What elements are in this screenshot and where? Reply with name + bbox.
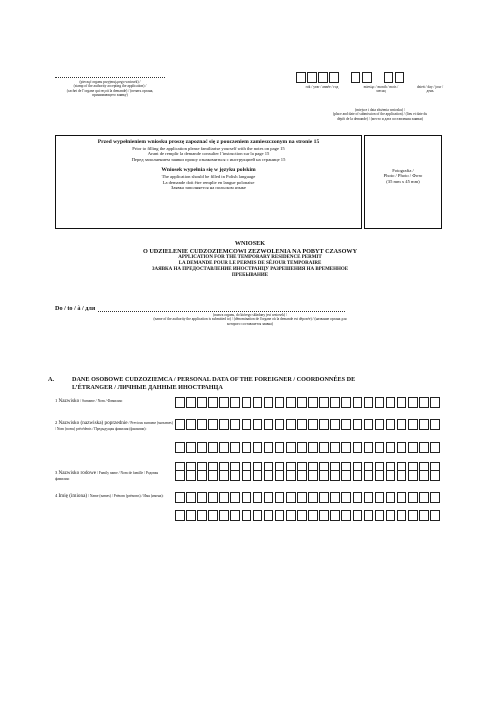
letter-box[interactable] <box>175 492 185 503</box>
letter-box[interactable] <box>430 397 440 408</box>
date-label-month: miesiąc / month / mois / месяц <box>363 85 399 94</box>
letter-box[interactable] <box>397 419 407 430</box>
stamp-caption <box>40 80 180 98</box>
letter-box[interactable] <box>208 470 218 481</box>
instruction-en: Prior to filling the application please familiarise yourself with the notes on page 15 <box>132 146 285 151</box>
addressee-row <box>55 305 345 312</box>
letter-box[interactable] <box>319 419 329 430</box>
field-surname-label <box>55 398 175 404</box>
letter-box[interactable] <box>264 510 274 521</box>
letter-box[interactable] <box>275 442 285 453</box>
letter-box[interactable] <box>408 397 418 408</box>
letter-box[interactable] <box>219 470 229 481</box>
letter-box[interactable] <box>197 397 207 408</box>
letter-box[interactable] <box>297 470 307 481</box>
surname-cells[interactable] <box>175 397 441 408</box>
letter-box[interactable] <box>219 492 229 503</box>
letter-box[interactable] <box>386 510 396 521</box>
field-label-main: Nazwisko rodowe <box>58 470 97 476</box>
letter-box[interactable] <box>397 442 407 453</box>
letter-box[interactable] <box>253 397 263 408</box>
letter-box[interactable] <box>230 419 240 430</box>
letter-box[interactable] <box>219 442 229 453</box>
stamp-caption-line: (cachet de l’organe qui reçoit la demande) / (печать органа, <box>66 88 154 93</box>
field-label-rest: / Name (names) / Prénom (prénoms) / Имя (имена): <box>87 494 164 498</box>
photo-label-translations: Photo / Photo / Фото <box>383 173 423 179</box>
letter-box[interactable] <box>353 492 363 503</box>
title-english: APPLICATION FOR THE TEMPORARY RESIDENCE PERMIT <box>178 255 322 261</box>
letter-box[interactable] <box>419 397 429 408</box>
letter-box[interactable] <box>186 419 196 430</box>
date-digit-box[interactable] <box>318 72 328 83</box>
letter-box[interactable] <box>175 470 185 481</box>
instruction-ru: Перед заполнением заявки прошу ознакомиться с инструкцией на странице 15 <box>131 156 286 162</box>
first-name-cells-2[interactable] <box>175 510 441 521</box>
date-digit-box[interactable] <box>329 72 339 83</box>
letter-box[interactable] <box>186 510 196 521</box>
letter-box[interactable] <box>286 442 296 453</box>
letter-box[interactable] <box>375 492 385 503</box>
title-russian: ЗАЯВКА НА ПРЕДОСТАВЛЕНИЕ ИНОСТРАНЦУ РАЗРЕШЕНИЯ НА ВРЕМЕННОЕ <box>151 267 349 273</box>
letter-box[interactable] <box>219 419 229 430</box>
title-french: LA DEMANDE POUR LE PERMIS DE SÉJOUR TEMPORAIRE <box>178 261 322 267</box>
letter-box[interactable] <box>208 442 218 453</box>
letter-box[interactable] <box>186 442 196 453</box>
addressee-input[interactable] <box>98 306 345 312</box>
previous-surname-cells-2[interactable] <box>175 442 441 453</box>
letter-box[interactable] <box>386 397 396 408</box>
letter-box[interactable] <box>341 419 351 430</box>
addressee-label: Do / to / à / для <box>55 305 96 312</box>
letter-box[interactable] <box>208 397 218 408</box>
letter-box[interactable] <box>419 470 429 481</box>
letter-box[interactable] <box>330 419 340 430</box>
letter-box[interactable] <box>430 470 440 481</box>
letter-box[interactable] <box>208 492 218 503</box>
letter-box[interactable] <box>430 492 440 503</box>
field-label-rest: / Previous surname (surnames) / Nom (noms) précédents / Предыдущая фамилия (фамилии): <box>55 421 173 432</box>
letter-box[interactable] <box>242 510 252 521</box>
letter-box[interactable] <box>297 419 307 430</box>
previous-surname-cells-1[interactable] <box>175 419 441 430</box>
letter-box[interactable] <box>419 510 429 521</box>
field-label-main: Imię (imiona) <box>58 493 88 499</box>
letter-box[interactable] <box>353 397 363 408</box>
letter-box[interactable] <box>197 492 207 503</box>
section-a-title-line: L’ÉTRANGER / ЛИЧНЫЕ ДАННЫЕ ИНОСТРАНЦА <box>72 383 223 391</box>
letter-box[interactable] <box>430 510 440 521</box>
letter-box[interactable] <box>275 492 285 503</box>
photo-size: (35 mm x 45 mm) <box>386 178 420 184</box>
field-number: 1 <box>55 398 58 403</box>
letter-box[interactable] <box>364 397 374 408</box>
letter-box[interactable] <box>397 492 407 503</box>
photo-box[interactable] <box>364 135 442 229</box>
letter-box[interactable] <box>230 442 240 453</box>
family-name-cells[interactable] <box>175 470 441 481</box>
letter-box[interactable] <box>242 442 252 453</box>
language-ru: Заявка заполняется на польском языке <box>171 185 246 191</box>
letter-box[interactable] <box>264 397 274 408</box>
letter-box[interactable] <box>386 442 396 453</box>
letter-box[interactable] <box>286 470 296 481</box>
letter-box[interactable] <box>186 492 196 503</box>
letter-box[interactable] <box>419 492 429 503</box>
letter-box[interactable] <box>230 510 240 521</box>
letter-box[interactable] <box>275 397 285 408</box>
letter-box[interactable] <box>397 470 407 481</box>
field-previous-surname-label <box>55 420 173 432</box>
letter-box[interactable] <box>286 419 296 430</box>
letter-box[interactable] <box>364 419 374 430</box>
date-digit-box[interactable] <box>307 72 317 83</box>
letter-box[interactable] <box>253 442 263 453</box>
letter-box[interactable] <box>430 442 440 453</box>
letter-box[interactable] <box>330 397 340 408</box>
section-a-letter: A. <box>48 376 55 383</box>
letter-box[interactable] <box>408 510 418 521</box>
letter-box[interactable] <box>175 419 185 430</box>
instruction-fr: Avant de remplir la demande consulter l’instruction sur la page 15 <box>147 151 270 157</box>
letter-box[interactable] <box>219 510 229 521</box>
letter-box[interactable] <box>242 470 252 481</box>
letter-box[interactable] <box>341 442 351 453</box>
letter-box[interactable] <box>330 492 340 503</box>
letter-box[interactable] <box>197 442 207 453</box>
place-caption-line: (miejsce i data złożenia wniosku) / <box>355 108 405 112</box>
language-fr: La demande doit être remplie en langue polonaise <box>162 179 255 185</box>
stamp-line <box>55 77 165 78</box>
place-caption-line: dépôt de la demande) / (место и дата составления заявки) <box>337 116 423 121</box>
letter-box[interactable] <box>386 419 396 430</box>
letter-box[interactable] <box>375 419 385 430</box>
date-digit-box[interactable] <box>384 72 394 83</box>
first-name-cells-1[interactable] <box>175 492 441 503</box>
date-digit-box[interactable] <box>296 72 306 83</box>
letter-box[interactable] <box>208 419 218 430</box>
letter-box[interactable] <box>253 492 263 503</box>
title-wniosek: WNIOSEK <box>234 240 266 247</box>
addressee-caption-line: которого составляется заявка) <box>227 321 273 326</box>
letter-box[interactable] <box>353 470 363 481</box>
addressee-caption-line: (nazwa organu, do którego składany jest wniosek) / <box>213 313 287 317</box>
letter-box[interactable] <box>397 397 407 408</box>
date-input-group[interactable] <box>296 72 406 83</box>
letter-box[interactable] <box>308 492 318 503</box>
letter-box[interactable] <box>275 510 285 521</box>
date-label-year: rok / year / année / год <box>305 85 339 89</box>
form-title <box>40 240 460 279</box>
date-digit-box[interactable] <box>351 72 361 83</box>
language-en: The application should be filled in Polish language <box>161 174 256 180</box>
letter-box[interactable] <box>286 397 296 408</box>
letter-box[interactable] <box>408 470 418 481</box>
letter-box[interactable] <box>230 470 240 481</box>
letter-box[interactable] <box>275 419 285 430</box>
stamp-caption-line: принимающего заявку) <box>92 93 128 98</box>
letter-box[interactable] <box>430 419 440 430</box>
date-digit-box[interactable] <box>395 72 405 83</box>
title-polish: O UDZIELENIE CUDZOZIEMCOWI ZEZWOLENIA NA POBYT CZASOWY <box>142 247 358 255</box>
letter-box[interactable] <box>297 510 307 521</box>
letter-box[interactable] <box>253 419 263 430</box>
letter-box[interactable] <box>275 470 285 481</box>
letter-box[interactable] <box>242 419 252 430</box>
letter-box[interactable] <box>341 510 351 521</box>
letter-box[interactable] <box>353 419 363 430</box>
letter-box[interactable] <box>297 397 307 408</box>
letter-box[interactable] <box>408 492 418 503</box>
letter-box[interactable] <box>319 492 329 503</box>
letter-box[interactable] <box>364 442 374 453</box>
title-russian-cont: ПРЕБЫВАНИЕ <box>231 273 269 279</box>
instruction-pl: Przed wypełnieniem wniosku proszę zapoznać się z pouczeniem zamieszczonym na stronie 15 <box>97 139 320 145</box>
stamp-caption-line: (stamp of the authority accepting the application) / <box>73 84 147 89</box>
letter-box[interactable] <box>408 419 418 430</box>
letter-box[interactable] <box>175 442 185 453</box>
letter-box[interactable] <box>375 470 385 481</box>
letter-box[interactable] <box>308 442 318 453</box>
letter-box[interactable] <box>341 492 351 503</box>
letter-box[interactable] <box>253 470 263 481</box>
letter-box[interactable] <box>219 397 229 408</box>
letter-box[interactable] <box>319 470 329 481</box>
letter-box[interactable] <box>330 470 340 481</box>
field-number: 2 <box>55 420 58 425</box>
letter-box[interactable] <box>353 442 363 453</box>
letter-box[interactable] <box>186 397 196 408</box>
letter-box[interactable] <box>175 510 185 521</box>
letter-box[interactable] <box>364 492 374 503</box>
letter-box[interactable] <box>419 442 429 453</box>
letter-box[interactable] <box>230 492 240 503</box>
letter-box[interactable] <box>364 510 374 521</box>
letter-box[interactable] <box>308 397 318 408</box>
letter-box[interactable] <box>208 510 218 521</box>
letter-box[interactable] <box>264 419 274 430</box>
addressee-caption-line: (name of the authority the application is submitted to) / (dénomination de l'organe où la demande est déposée) / (название органа для <box>153 317 347 322</box>
letter-box[interactable] <box>319 442 329 453</box>
date-label-day: dzień / day / jour / день <box>416 85 444 94</box>
letter-box[interactable] <box>308 470 318 481</box>
letter-box[interactable] <box>397 510 407 521</box>
letter-box[interactable] <box>341 470 351 481</box>
field-label-main: Nazwisko <box>58 398 80 404</box>
letter-box[interactable] <box>197 419 207 430</box>
letter-box[interactable] <box>242 397 252 408</box>
letter-box[interactable] <box>197 510 207 521</box>
letter-box[interactable] <box>319 510 329 521</box>
section-a-title <box>72 376 450 391</box>
letter-box[interactable] <box>330 510 340 521</box>
date-cells[interactable] <box>296 72 406 83</box>
letter-box[interactable] <box>264 442 274 453</box>
letter-box[interactable] <box>175 397 185 408</box>
letter-box[interactable] <box>308 510 318 521</box>
field-number: 3 <box>55 470 58 475</box>
letter-box[interactable] <box>375 510 385 521</box>
photo-label: Fotografia / <box>392 168 414 173</box>
language-pl: Wniosek wypełnia się w języku polskim <box>161 167 256 174</box>
field-label-main: Nazwisko (nazwiska) poprzednie <box>58 420 128 426</box>
letter-box[interactable] <box>386 470 396 481</box>
letter-box[interactable] <box>364 470 374 481</box>
letter-box[interactable] <box>353 510 363 521</box>
letter-box[interactable] <box>375 442 385 453</box>
letter-box[interactable] <box>319 397 329 408</box>
addressee-caption <box>40 313 460 326</box>
letter-box[interactable] <box>386 492 396 503</box>
letter-box[interactable] <box>286 510 296 521</box>
letter-box[interactable] <box>264 470 274 481</box>
letter-box[interactable] <box>297 442 307 453</box>
letter-box[interactable] <box>408 442 418 453</box>
field-label-rest: / Family name / Nom de famille / Родовая фамилия: <box>55 471 158 482</box>
section-a-title-line: DANE OSOBOWE CUDZOZIEMCA / PERSONAL DATA OF THE FOREIGNER / COORDONNÉES DE <box>72 376 356 383</box>
stamp-caption-line: (pieczęć organu przyjmującego wniosek) / <box>79 80 141 84</box>
letter-box[interactable] <box>297 492 307 503</box>
letter-box[interactable] <box>197 470 207 481</box>
place-date-caption <box>310 108 450 121</box>
letter-box[interactable] <box>341 397 351 408</box>
letter-box[interactable] <box>330 442 340 453</box>
letter-box[interactable] <box>264 492 274 503</box>
letter-box[interactable] <box>186 470 196 481</box>
field-label-rest: / Surname / Nom / Фамилия: <box>79 399 123 403</box>
field-first-name-label <box>55 493 173 499</box>
letter-box[interactable] <box>375 397 385 408</box>
letter-box[interactable] <box>242 492 252 503</box>
place-caption-line: (place and date of submission of the application) / (lieu et date du <box>332 112 428 117</box>
letter-box[interactable] <box>230 397 240 408</box>
letter-box[interactable] <box>308 419 318 430</box>
letter-box[interactable] <box>286 492 296 503</box>
date-digit-box[interactable] <box>362 72 372 83</box>
field-family-name-label <box>55 470 173 482</box>
letter-box[interactable] <box>253 510 263 521</box>
letter-box[interactable] <box>419 419 429 430</box>
field-number: 4 <box>55 493 58 498</box>
instructions-box <box>55 135 362 229</box>
